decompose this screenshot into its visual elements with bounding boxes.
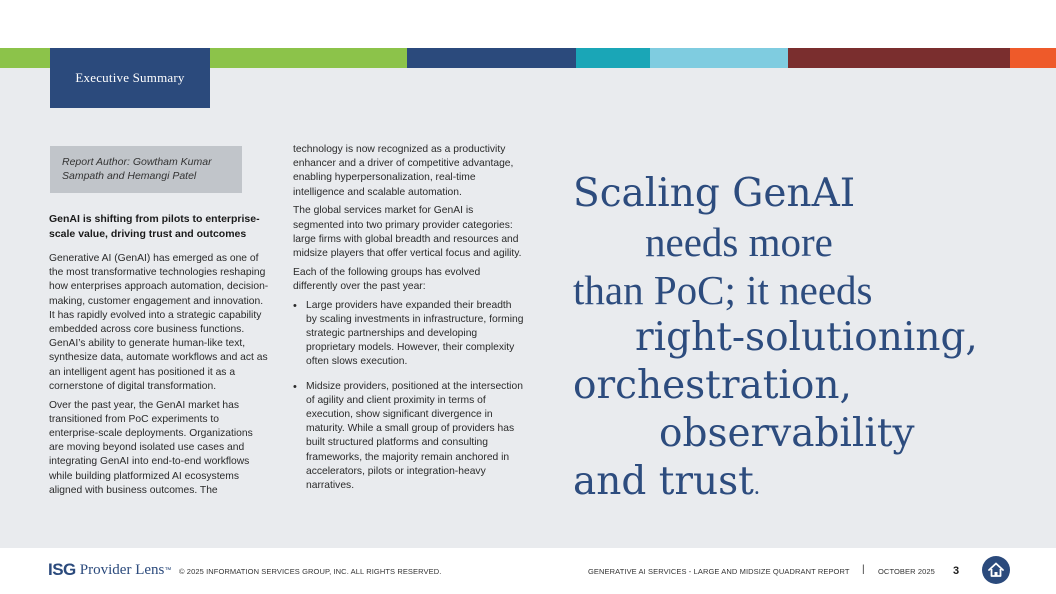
report-date: OCTOBER 2025 xyxy=(878,567,935,576)
stripe-orange xyxy=(1010,48,1056,68)
section-tab-executive-summary[interactable]: Executive Summary xyxy=(50,48,210,108)
text-column-1 xyxy=(49,212,269,502)
report-name: GENERATIVE AI SERVICES - LARGE AND MIDSIZE QUADRANT REPORT xyxy=(588,567,850,576)
quote-period: . xyxy=(753,474,760,500)
bullet-item: • Midsize providers, positioned at the intersection of agility and client proximity in terms of execution, show significant divergence in maturity. While a small group of providers has built structured platforms and consulting frameworks, the majority remain anchored in accelerators, pilots or integration-heavy narratives. xyxy=(293,380,525,494)
isg-provider-lens-logo xyxy=(48,560,171,580)
author-box: Report Author: Gowtham Kumar Sampath and Hemangi Patel xyxy=(50,146,242,193)
quote-line-7: and trust xyxy=(573,459,754,504)
logo-provider-lens-text: Provider Lens xyxy=(79,561,165,578)
pull-quote xyxy=(573,170,1043,511)
quote-line-5: orchestration, xyxy=(573,363,852,408)
home-icon xyxy=(987,561,1005,579)
stripe-light-blue xyxy=(650,48,788,68)
quote-line-2: needs more xyxy=(645,219,833,265)
footer-separator: | xyxy=(862,564,865,575)
home-button[interactable] xyxy=(982,556,1010,584)
paragraph: The global services market for GenAI is segmented into two primary provider categories: large firms with global breadth and resources and midsize players that offer vertical focus and agility. xyxy=(293,205,522,259)
quote-line-3: than PoC; it needs xyxy=(573,267,873,313)
logo-isg-text: ISG xyxy=(48,560,76,579)
stripe-maroon xyxy=(788,48,1010,68)
paragraph: Each of the following groups has evolved differently over the past year: xyxy=(293,266,481,292)
quote-line-7-wrap xyxy=(573,458,1043,511)
column-heading: GenAI is shifting from pilots to enterprise-scale value, driving trust and outcomes xyxy=(49,213,260,240)
paragraph: Over the past year, the GenAI market has transitioned from PoC experiments to enterprise-scale deployments. Organizations are moving beyond isolated use cases and integrating GenAI into end-to-end workflows while building platformized AI ecosystems aligned with business outcomes. The xyxy=(49,399,253,496)
paragraph: Generative AI (GenAI) has emerged as one of the most transformative technologies reshaping how enterprises approach automation, decision-making, customer engagement and innovation. It has rapidly evolved into a strategic capability embedded across core business functions. GenAI’s ability to generate human-like text, synthesize data, automate workflows and act as an intelligent agent has positioned it as a cornerstone of digital transformation. xyxy=(49,253,269,392)
paragraph: technology is now recognized as a productivity enhancer and a driver of competitive advantage, enabling hyperpersonalization, real-time intelligence and scalable automation. xyxy=(293,144,514,198)
logo-trademark: ™ xyxy=(164,566,172,574)
bullet-list xyxy=(293,299,525,494)
page-number: 3 xyxy=(953,565,960,577)
quote-line-4: right-solutioning, xyxy=(635,315,978,360)
stripe-navy xyxy=(407,48,576,68)
copyright-text: © 2025 INFORMATION SERVICES GROUP, INC. ALL RIGHTS RESERVED. xyxy=(179,567,442,576)
stripe-teal xyxy=(576,48,650,68)
quote-line-1: Scaling GenAI xyxy=(573,171,856,216)
text-column-2 xyxy=(293,143,525,503)
bullet-item: • Large providers have expanded their breadth by scaling investments in infrastructure, forming strategic partnerships and developing proprietary models. However, their complexity often slows execution. xyxy=(293,299,525,370)
quote-line-6: observability xyxy=(659,411,915,456)
